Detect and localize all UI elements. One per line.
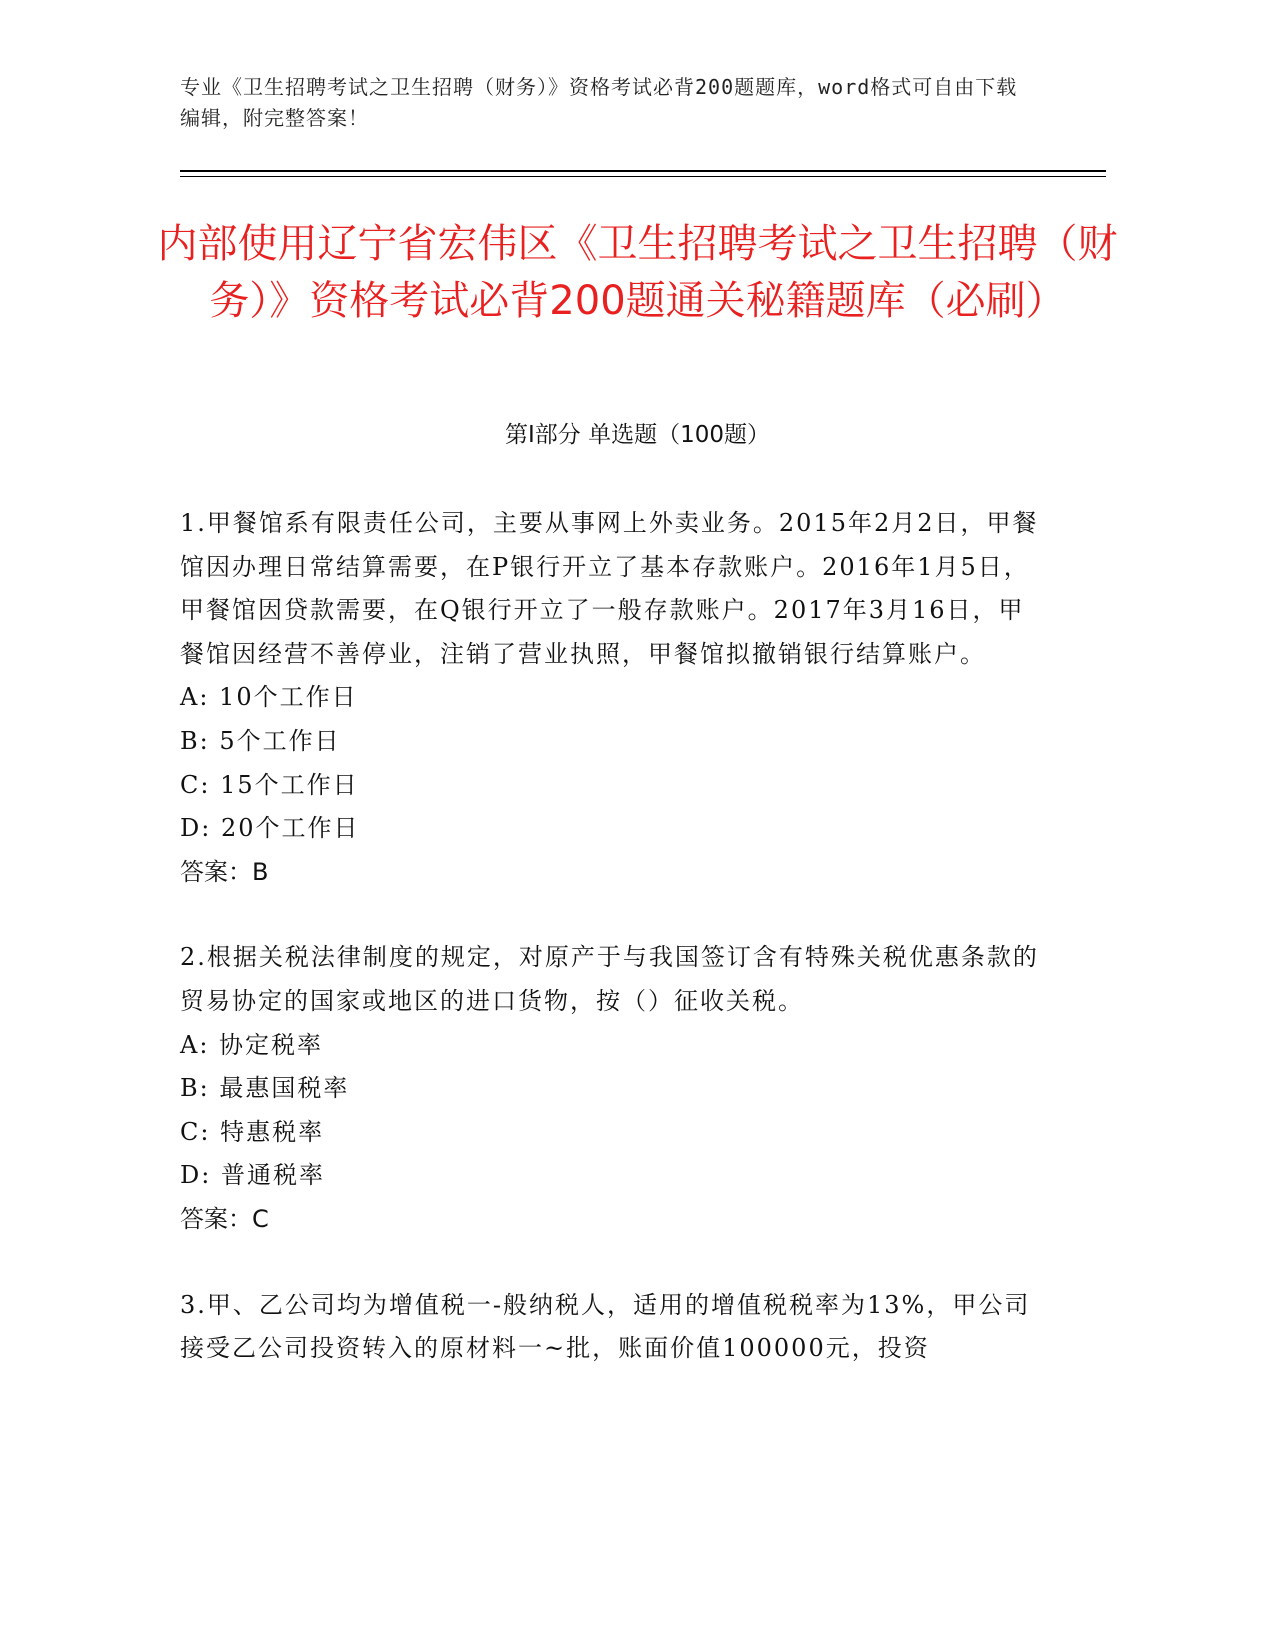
option-a: A: 协定税率	[180, 1030, 324, 1059]
header-divider-thin	[180, 176, 1106, 177]
document-title: 内部使用辽宁省宏伟区《卫生招聘考试之卫生招聘（财务）》资格考试必背200题通关秘籍题库（必刷）	[157, 221, 1118, 324]
question-stem: 3.甲、乙公司均为增值税一-般纳税人，适用的增值税税率为13%，甲公司接受乙公司投资转入的原材料一~批，账面价值100000元，投资	[180, 1290, 1031, 1363]
option-a: A: 10个工作日	[180, 683, 358, 712]
option-d: D: 20个工作日	[180, 814, 360, 843]
option-b: B: 5个工作日	[180, 726, 341, 755]
option-c: C: 15个工作日	[180, 770, 359, 799]
option-c: C: 特惠税率	[180, 1117, 325, 1146]
option-d: D: 普通税率	[180, 1161, 325, 1190]
answer: 答案：C	[180, 1204, 269, 1233]
header-divider-thick	[180, 170, 1106, 172]
question-stem: 1.甲餐馆系有限责任公司，主要从事网上外卖业务。2015年2月2日，甲餐馆因办理日常结算需要，在P银行开立了基本存款账户。2016年1月5日，甲餐馆因贷款需要，在Q银行开立了一般存款账户。2017年3月16日，甲餐馆因经营不善停业，注销了营业执照，甲餐馆拟撤销银行结算账户。	[180, 509, 1039, 668]
question-1	[180, 502, 1040, 894]
answer: 答案：B	[180, 857, 269, 886]
question-3	[180, 1284, 1040, 1371]
question-2	[180, 936, 1040, 1241]
option-b: B: 最惠国税率	[180, 1074, 350, 1103]
question-list	[180, 502, 1040, 1413]
document-header-note: 专业《卫生招聘考试之卫生招聘（财务）》资格考试必背200题题库，word格式可自由下载编辑，附完整答案！	[180, 75, 1018, 130]
question-stem: 2.根据关税法律制度的规定，对原产于与我国签订含有特殊关税优惠条款的贸易协定的国家或地区的进口货物，按（）征收关税。	[180, 943, 1039, 1015]
section-heading: 第Ⅰ部分 单选题（100题）	[505, 422, 770, 448]
